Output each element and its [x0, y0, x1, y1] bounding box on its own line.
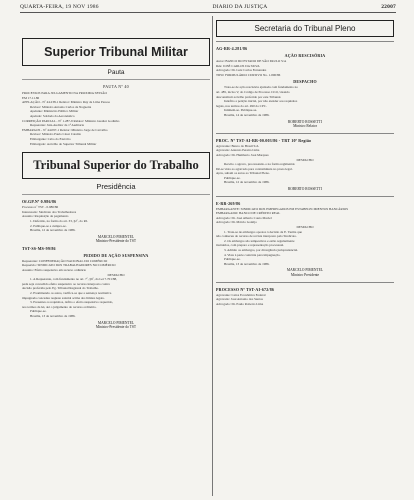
- text-line: Brasília, 14 de novembro de 1986.: [224, 112, 270, 117]
- tst-signature-2: [22, 321, 210, 330]
- text-line: Requerente: CONFEDERAÇÃO NACIONAL DO COMÉRCIO: [22, 258, 108, 263]
- sp-block1-parties: [216, 59, 394, 77]
- stm-subtitle: Pauta: [22, 69, 210, 80]
- text-line: Embargado: Acórdão do Superior Tribunal Militar: [30, 141, 97, 146]
- signature-name: ROBERTO ROSSETTI: [287, 187, 323, 192]
- tst-block1-heading: Of.GP.Nº 0.986/86: [22, 199, 57, 205]
- text-line: Recebo o agravo, processando-o na forma regimental.: [224, 162, 296, 167]
- text-line: TIPO: FORMULÁRIO CURSIVO No. 1.006/86: [216, 72, 281, 77]
- sp-block1-sub: AÇÃO RESCISÓRIA: [284, 53, 326, 58]
- header-page-number: 22007: [381, 4, 396, 10]
- tst-subtitle: Presidência: [22, 182, 210, 195]
- text-line: Agravante: Banco do Brasil S/A: [216, 143, 259, 148]
- sp-block1-title: DESPACHO: [293, 79, 317, 85]
- signature-role: Ministro-Presidente do TST: [95, 239, 137, 244]
- text-line: Após, subam os autos ao Tribunal Pleno.: [216, 171, 270, 176]
- text-line: legais, nos termos do art. 490 do CPC.: [216, 103, 267, 108]
- text-line: Brasília, 12 de novembro de 1986.: [30, 228, 76, 233]
- text-line: Revisor: Ministro Paulo César Cataldo: [30, 132, 82, 137]
- left-column: [22, 16, 210, 496]
- text-line: Advogado: Dr. José Alberto Couto Maciel: [216, 215, 272, 220]
- text-line: Réu: JOSÉ CARLOS DA SILVA: [216, 63, 260, 68]
- tst-block2-heading: TST-SS-MS-99/86: [22, 245, 56, 251]
- text-line: PROCESSOS PARA JULGAMENTO NA PROXIMA SESSÃO: [22, 91, 107, 95]
- text-line: Apelante: Ministério Público Militar: [30, 109, 79, 114]
- stm-text-block: [22, 91, 210, 146]
- tst-section-title: Tribunal Superior do Trabalho: [22, 152, 210, 179]
- sp-signature-3: [216, 268, 394, 277]
- sp-block3-heading: E-RR-269/86: [216, 200, 241, 206]
- text-line: decisão proferida pelo Eg. Tribunal Regional do Trabalho.: [22, 286, 99, 291]
- text-line: instruídos, com preparo e representação processual.: [216, 243, 285, 248]
- tst-block2-text: [22, 259, 210, 319]
- text-line: 3. Presentes os requisitos, defiro o efeito suspensivo requerido,: [30, 300, 114, 305]
- signature-name: MARCELO PIMENTEL: [286, 268, 324, 273]
- text-line: EMBARGADO: BANCO DE CRÉDITO REAL: [216, 211, 281, 216]
- column-divider: [212, 16, 213, 496]
- text-line: Advogado: Dr. Márcio Gontijo: [216, 220, 257, 225]
- sp-block1-body: [216, 85, 394, 117]
- text-line: Apelado: Soldado da Aeronáutica: [30, 113, 75, 118]
- text-line: pede seja concedido efeito suspensivo ao recurso interposto contra: [22, 281, 110, 286]
- text-line: Intimem-se. Publique-se.: [224, 108, 258, 113]
- text-line: Brasília, 12 de novembro de 1986.: [224, 180, 270, 185]
- text-line: 4. Vista à parte contrária para impugnação.: [224, 252, 281, 257]
- text-line: não conheceu do recurso de revista interposto pelo Sindicato.: [216, 234, 297, 239]
- text-line: EMBARGOS - Nº 44.097-1 Relator: Ministro Jorge de Carvalho: [22, 127, 108, 132]
- text-line: Interessado: Sindicato dos Trabalhadores: [22, 209, 77, 214]
- text-line: Assunto: Efeito suspensivo em recurso ordinário: [22, 268, 87, 273]
- signature-role: Ministro Presidente: [290, 272, 320, 277]
- text-line: desconstituir acórdão proferido por este Tribunal.: [216, 94, 282, 99]
- signature-name: ROBERTO ROSSETTI: [287, 119, 323, 124]
- text-line: Publique-se.: [224, 175, 241, 180]
- section-rule: [216, 133, 394, 134]
- sp-block2-text: [216, 144, 394, 185]
- sp-block2-heading: PROC. Nº TST-AI-RR-00.003/86 - TRT 10ª Região: [216, 137, 312, 143]
- signature-name: MARCELO PIMENTEL: [97, 234, 135, 239]
- page-header: [20, 2, 396, 13]
- text-line: Brasília, 13 de novembro de 1986.: [224, 261, 270, 266]
- header-date: QUARTA-FEIRA, 19 NOV 1986: [20, 4, 99, 10]
- signature-role: Ministro-Presidente do TST: [95, 325, 137, 330]
- text-line: impugnada concedeu reajuste salarial acima dos limites legais.: [22, 295, 105, 300]
- text-line: Agravado: Antonio Pereira Lima: [216, 148, 260, 153]
- sp-block4-text: [216, 293, 394, 307]
- text-line: Processo nº TST - 0.986/86: [22, 205, 59, 210]
- sp-block1-heading: AG-RR-4.281/86: [216, 46, 248, 51]
- text-line: Trata-se de ação rescisória ajuizada com fundamento no: [224, 85, 298, 90]
- sp-block4-heading: PROCESSO Nº TST-AI-672/86: [216, 286, 275, 292]
- text-line: 2. Publique-se e cumpra-se.: [30, 223, 67, 228]
- section-rule: [216, 196, 394, 197]
- sp-signature-1: [216, 120, 394, 129]
- text-line: Publique-se.: [224, 257, 241, 262]
- text-line: Agravado: José Antonio dos Santos: [216, 297, 263, 302]
- text-line: nos termos da lei, até o julgamento do recurso ordinário.: [22, 304, 97, 309]
- text-line: EM 17.11.86: [22, 95, 40, 100]
- text-line: DESPACHO: [107, 272, 125, 277]
- text-line: 1. A Requerente, com fundamento no art. 7º, §6º, da Lei 7.701/88,: [30, 277, 118, 282]
- text-line: 1. Deferido, na forma do art. 33, §2º, do RI.: [30, 218, 88, 223]
- tst-signature-1: [22, 235, 210, 244]
- text-line: DESPACHO: [296, 225, 314, 230]
- section-rule: [216, 41, 394, 42]
- text-line: Assunto: Requisição de pagamento: [22, 214, 69, 219]
- text-line: Publique-se.: [30, 309, 47, 314]
- text-line: CORREIÇÃO PARCIAL - Nº 1.287-9 Relator: Ministro Gualter Godinho: [22, 118, 120, 123]
- text-line: 3. Admito os embargos, por divergência jurisprudencial.: [224, 248, 299, 252]
- text-line: Advogado: Dr. Humberto José Marques: [216, 152, 269, 157]
- text-line: Autor: BANCO DO ESTADO DE SÃO PAULO S/A: [216, 59, 287, 63]
- signature-role: Ministro Relator: [293, 124, 317, 129]
- text-line: Agravante: Caixa Econômica Federal: [216, 292, 266, 297]
- text-line: Requerido: SINDICATO DOS TRABALHADORES NO COMÉRCIO: [22, 263, 116, 268]
- stm-section-title: Superior Tribunal Militar: [22, 38, 210, 66]
- text-line: APELAÇÃO - Nº 44.238-1 Relator: Ministro Ruy de Lima Pessoa: [22, 100, 110, 105]
- text-line: Brasília, 13 de novembro de 1986.: [30, 314, 76, 318]
- tst-block1-text: [22, 205, 210, 233]
- signature-name: MARCELO PIMENTEL: [97, 320, 135, 325]
- text-line: Advogado: Dr. Paulo Roberto Lima: [216, 301, 264, 306]
- text-line: 1. Trata-se de embargos opostos à decisão da E. Turma que: [224, 229, 302, 234]
- sp-signature-2: [216, 187, 394, 192]
- text-line: Revisor: Ministro Antonio Carlos de Nogueira: [30, 104, 92, 109]
- right-column: [216, 16, 394, 496]
- section-rule: [216, 282, 394, 283]
- sp-section-title: Secretaria do Tribunal Pleno: [216, 20, 394, 37]
- header-publication: DIARIO DA JUSTIÇA: [212, 4, 268, 10]
- text-line: Requerente: Juiz-Auditor da 1ª Auditoria: [30, 123, 85, 128]
- stm-pauta-label: PAUTA Nº 40: [103, 84, 129, 89]
- text-line: Dê-se vista ao agravado para contraminuta no prazo legal.: [216, 166, 293, 171]
- sp-block3-text: [216, 207, 394, 267]
- text-line: Embargante: Cabo do Exército: [30, 136, 71, 141]
- text-line: DESPACHO: [296, 157, 314, 162]
- text-line: 2. Os embargos são tempestivos e estão regularmente: [224, 238, 295, 243]
- text-line: EMBARGANTE: SINDICATO DOS EMPREGADOS EM ESTABELECIMENTOS BANCÁRIOS: [216, 206, 349, 211]
- text-line: art. 485, inciso V, do Código de Processo Civil, visando: [216, 89, 290, 94]
- text-line: Advogado: Dr. Luiz Carlos Fernandes: [216, 68, 267, 73]
- text-line: 2. Examinando os autos, verifica-se que a sentença normativa: [30, 291, 112, 296]
- text-line: Indefiro a petição inicial, por não atender aos requisitos: [224, 99, 298, 104]
- tst-block2-title: PEDIDO DE AÇÃO SUSPENSIVA: [83, 252, 149, 258]
